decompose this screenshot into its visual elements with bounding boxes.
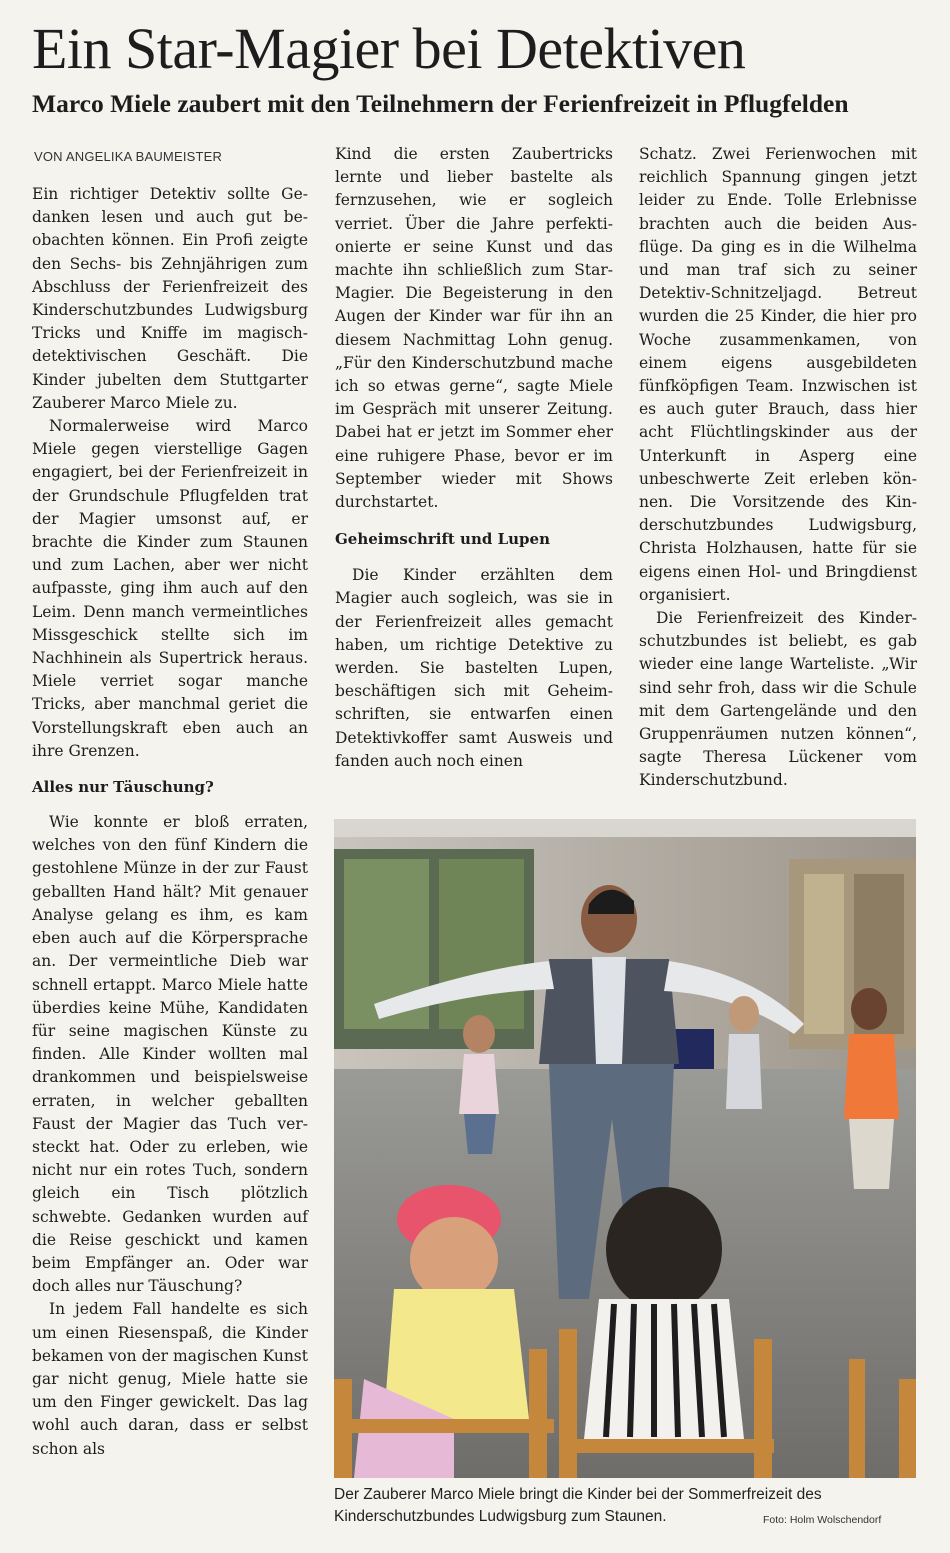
photo-credit: Foto: Holm Wolschendorf [763,1514,882,1526]
paragraph: Die Ferienfreizeit des Kinderschutzbundes ist beliebt, es gab wieder eine lange Warteliste. „Wir sind sehr froh, dass wir die Schule mit dem Gartengelände und den Gruppenräumen nutzen können“, sagte Theresa Lückener vom Kinderschutzbund. [639,609,917,790]
text-column-3 [639,143,917,793]
section-heading: Alles nur Täuschung? [32,778,214,797]
text-column-1 [32,183,308,1461]
headline: Ein Star-Magier bei Detektiven [32,16,746,81]
paragraph: Kind die ersten Zaubertricks lernte und lieber bastelte als fernzusehen, wie er sogleich verriet. Über die Jahre perfektionierte er seine Kunst und das machte ihn schließlich zum Star-Magier. Die Begeisterung in den Augen der Kinder war für ihn an diesem Nachmittag Lohn genug. „Für den Kinderschutzbund mache ich so etwas gerne“, sagte Miele im Gespräch mit unserer Zeitung. Dabei hat er jetzt im Sommer eher eine ruhigere Phase, bevor er im September wieder mit Shows durchstartet. [335,145,613,512]
text-column-2 [335,143,613,773]
byline: VON ANGELIKA BAUMEISTER [34,149,223,164]
paragraph: Wie konnte er bloß erraten, welches von den fünf Kindern die gestohlene Münze in der zur Faust geballten Hand hält? Mit genauer Analyse gelang es ihm, es kam eben auch auf die Körpersprache an. Der vermeintliche Dieb war schnell ertappt. Marco Miele hatte überdies keine Mühe, Kandidaten für seine magischen Künste zu finden. Alle Kinder wollten mal drankommen und beispielsweise erraten, in welcher geballten Faust der Magier das Tuch versteckt hat. Oder zu erleben, wie nicht nur ein rotes Tuch, sondern gleich ein Tisch plötzlich schwebte. Gedanken wurden auf die Reise geschickt und kamen beim Empfänger an. Oder war doch alles nur Täuschung? [32,813,308,1296]
subheadline: Marco Miele zaubert mit den Teilnehmern der Ferienfreizeit in Pflugfelden [32,89,849,118]
paragraph: In jedem Fall handelte es sich um einen Riesenspaß, die Kinder bekamen von der magischen Kunst gar nicht genug, Miele hatte sie um den Finger gewickelt. Das lag wohl auch daran, dass er selbst schon als [32,1300,308,1458]
photo-caption: Der Zauberer Marco Miele bringt die Kinder bei der Sommerfreizeit des Kinderschutzbundes Ludwigsburg zum Staunen. [334,1486,822,1525]
section-heading: Geheimschrift und Lupen [335,530,550,549]
paragraph: Normalerweise wird Marco Miele gegen vierstellige Gagen engagiert, bei der Ferienfreizeit in der Grundschule Pflugfelden trat der Magier umsonst auf, er brachte die Kinder zum Staunen und zum Lachen, aber wer nicht aufpasste, ging ihm auch auf den Leim. Denn manch vermeintliches Missgeschick stellte sich im Nachhinein als Supertrick heraus. Miele verriet sogar manche Tricks, aber manchmal geriet die Vorstellungskraft eben auch an ihre Grenzen. [32,417,308,760]
article-photo [334,819,916,1478]
paragraph: Schatz. Zwei Ferienwochen mit reichlich Spannung gingen jetzt leider zu Ende. Tolle Erlebnisse brachten auch die beiden Ausflüge. Da ging es in die Wilhelma und man traf sich zu seiner Detektiv-Schnitzeljagd. Betreut wurden die 25 Kinder, die hier pro Woche zusammenkamen, von einem eigens ausgebildeten fünfköpfigen Team. Inzwischen ist es auch guter Brauch, dass hier acht Flüchtlingskinder aus der Unterkunft in Asperg eine unbeschwerte Zeit erleben können. Die Vorsitzende des Kinderschutzbundes Ludwigsburg, Christa Holzhausen, hatte für sie eigens einen Hol- und Bringdienst organisiert. [639,145,917,604]
paragraph: Die Kinder erzählten dem Magier auch sogleich, was sie in der Ferienfreizeit alles gemacht haben, um richtige Detektive zu werden. Sie bastelten Lupen, beschäftigen sich mit Geheimschriften, sie entwarfen einen Detektivkoffer samt Ausweis und fanden auch noch einen [335,566,613,770]
paragraph: Ein richtiger Detektiv sollte Gedanken lesen und auch gut beobachten können. Ein Profi zeigte den Sechs- bis Zehnjährigen zum Abschluss der Ferienfreizeit des Kinderschutzbundes Ludwigsburg Tricks und Kniffe im magisch-detektivischen Geschäft. Die Kinder jubelten dem Stuttgarter Zauberer Marco Miele zu. [32,185,308,412]
